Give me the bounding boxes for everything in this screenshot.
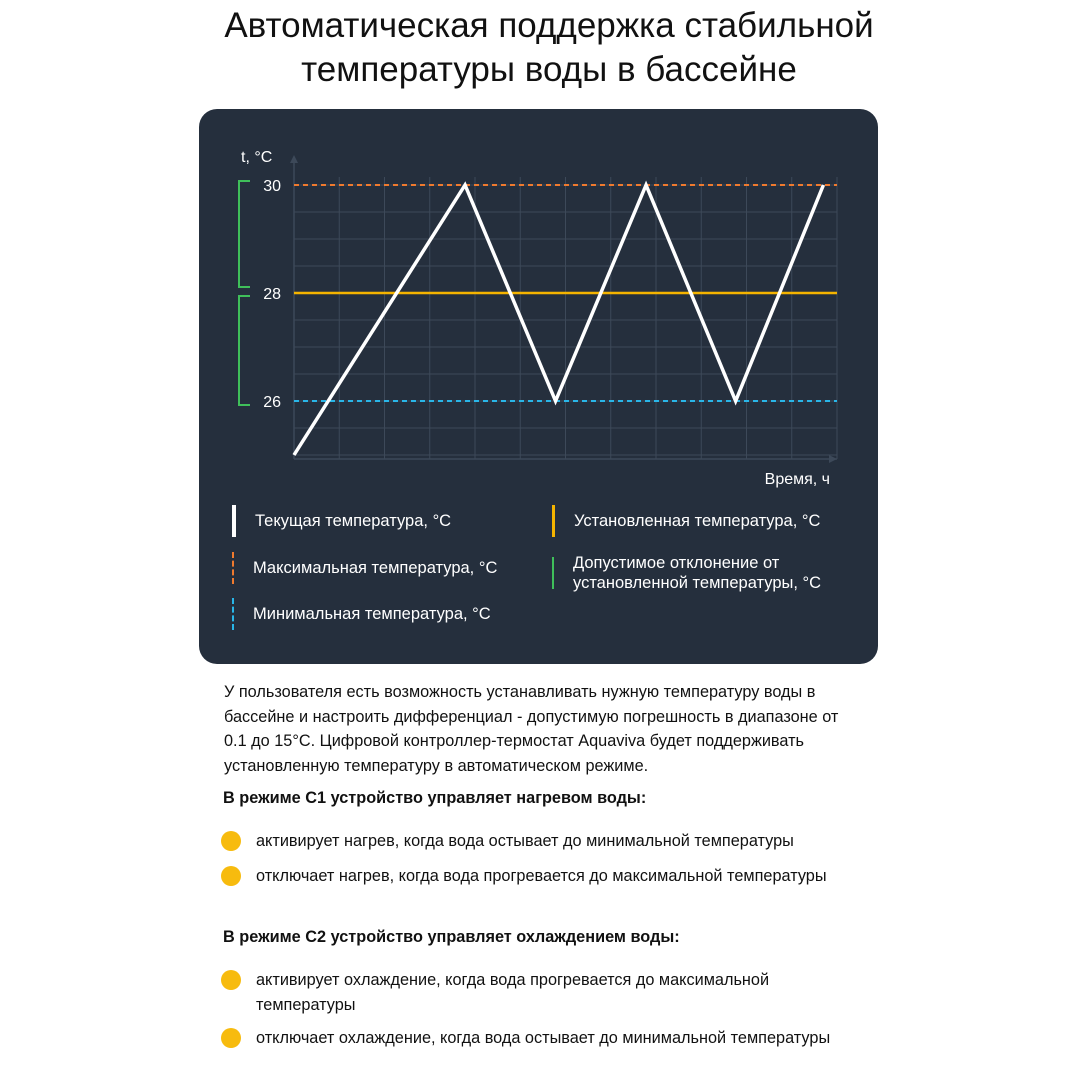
y-tick-label: 26 xyxy=(263,394,281,411)
bullet-text: активирует охлаждение, когда вода прогревается до максимальной температуры xyxy=(256,971,770,1014)
bullet-dot-icon xyxy=(221,866,241,886)
chart-grid xyxy=(294,177,837,459)
legend-current-swatch xyxy=(232,505,236,537)
x-axis-arrow-icon xyxy=(829,455,837,463)
y-axis-arrow-icon xyxy=(290,155,298,163)
legend-deviation-swatch xyxy=(552,557,554,589)
y-tick-label: 30 xyxy=(263,178,281,195)
chart-panel xyxy=(199,109,878,664)
legend-min-label: Минимальная температура, °C xyxy=(253,605,491,623)
legend-max xyxy=(232,552,497,584)
legend-current xyxy=(232,505,451,537)
legend-deviation-line-2: установленной температуры, °C xyxy=(573,574,822,592)
bullet-text: отключает нагрев, когда вода прогревается до максимальной температуры xyxy=(256,867,827,885)
chart-axes xyxy=(290,155,837,463)
deviation-brackets xyxy=(239,181,250,405)
bullet-text: активирует нагрев, когда вода остывает до минимальной температуры xyxy=(256,832,794,850)
y-tick-label: 28 xyxy=(263,286,281,303)
mode-c1-bullet-1 xyxy=(221,829,861,854)
deviation-bracket xyxy=(239,181,250,287)
legend-setpoint-label: Установленная температура, °C xyxy=(574,512,821,530)
page-title-line-2: температуры воды в бассейне xyxy=(301,50,797,89)
bullet-dot-icon xyxy=(221,831,241,851)
legend-setpoint-swatch xyxy=(552,505,555,537)
bullet-text: отключает охлаждение, когда вода остывает до минимальной температуры xyxy=(256,1029,831,1047)
legend-min xyxy=(232,598,491,630)
legend-max-label: Максимальная температура, °C xyxy=(253,559,498,577)
legend-deviation xyxy=(552,553,821,593)
bullet-dot-icon xyxy=(221,970,241,990)
description-paragraph: У пользователя есть возможность устанавливать нужную температуру воды в бассейне и настроить дифференциал - допустимую погрешность в диапазоне от 0.1 до 15°С. Цифровой контроллер-термостат Aquaviva будет поддерживать установленную температуру в автоматическом режиме. xyxy=(224,683,839,775)
legend-deviation-line-1: Допустимое отклонение от xyxy=(573,554,780,572)
legend-current-label: Текущая температура, °C xyxy=(255,512,452,530)
deviation-bracket xyxy=(239,296,250,405)
legend-max-swatch xyxy=(232,552,234,584)
mode-c2-heading: В режиме С2 устройство управляет охлаждением воды: xyxy=(223,928,680,946)
mode-c2-bullet-2 xyxy=(221,1026,861,1051)
legend-min-swatch xyxy=(232,598,234,630)
mode-c1-heading: В режиме С1 устройство управляет нагревом воды: xyxy=(223,789,647,807)
page-title-line-1: Автоматическая поддержка стабильной xyxy=(224,6,874,45)
x-axis-label: Время, ч xyxy=(764,471,830,488)
y-tick-labels xyxy=(263,178,281,411)
y-axis-label: t, °C xyxy=(241,149,273,166)
mode-c1-bullet-2 xyxy=(221,864,861,889)
mode-c2-bullet-1 xyxy=(221,968,861,1017)
legend-deviation-label xyxy=(573,553,821,593)
page-title xyxy=(0,4,1080,92)
bullet-dot-icon xyxy=(221,1028,241,1048)
legend-setpoint xyxy=(552,505,820,537)
